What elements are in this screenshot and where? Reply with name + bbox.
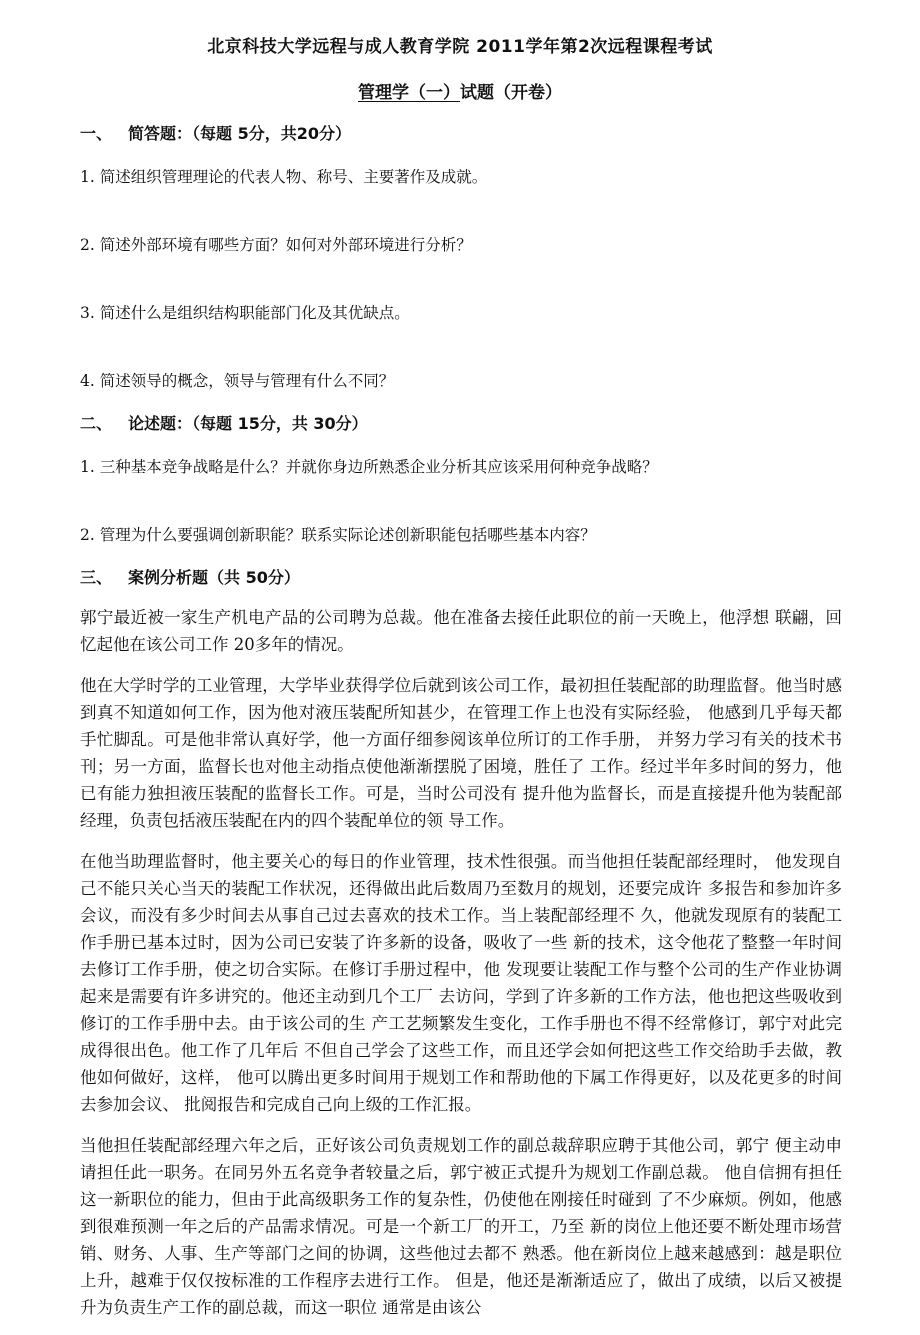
question-item: 4. 简述领导的概念，领导与管理有什么不同？ [80,372,395,390]
question-item: 1. 简述组织管理理论的代表人物、称号、主要著作及成就。 [80,168,488,186]
question-item: 1. 三种基本竞争战略是什么？并就你身边所熟悉企业分析其应该采用何种竞争战略？ [80,458,658,476]
question-item: 2. 简述外部环境有哪些方面？如何对外部环境进行分析？ [80,236,472,254]
exam-header: 北京科技大学远程与成人教育学院 2011学年第2次远程课程考试 [207,37,713,57]
section-heading [80,410,842,438]
section-short-answer [80,120,842,394]
section-title: 论述题：（每题 15分，共 30分） [128,414,368,433]
section-number: 二、 [80,414,113,433]
case-paragraph: 他在大学时学的工业管理，大学毕业获得学位后就到该公司工作，最初担任装配部的助理监督。他当时感到真不知道如何工作，因为他对液压装配所知甚少，在管理工作上也没有实际经验， 他感到几乎每天都手忙脚乱。可是他非常认真好学，他一方面仔细参阅该单位所订的工作手册， 并努力学习有关的技术书刊；另一方面，监督长也对他主动指点使他渐渐摆脱了困境，胜任了 工作。经过半年多时间的努力，他已有能力独担液压装配的监督长工作。可是，当时公司没有 提升他为监督长，而是直接提升他为装配部经理，负责包括液压装配在内的四个装配单位的领 导工作。 [80,676,842,830]
section-number: 三、 [80,568,113,587]
case-paragraph: 在他当助理监督时，他主要关心的每日的作业管理，技术性很强。而当他担任装配部经理时， 他发现自己不能只关心当天的装配工作状况，还得做出此后数周乃至数月的规划，还要完成许 多报告和参加许多会议，而没有多少时间去从事自己过去喜欢的技术工作。当上装配部经理不 久，他就发现原有的装配工作手册已基本过时，因为公司已安装了许多新的设备，吸收了一些 新的技术，这令他花了整整一年时间去修订工作手册，使之切合实际。在修订手册过程中，他 发现要让装配工作与整个公司的生产作业协调起来是需要有许多讲究的。他还主动到几个工厂 去访问，学到了许多新的工作方法，他也把这些吸收到修订的工作手册中去。由于该公司的生 产工艺频繁发生变化，工作手册也不得不经常修订，郭宁对此完成得很出色。他工作了几年后 不但自己学会了这些工作，而且还学会如何把这些工作交给助手去做，教他如何做好，这样， 他可以腾出更多时间用于规划工作和帮助他的下属工作得更好，以及花更多的时间去参加会议、 批阅报告和完成自己向上级的工作汇报。 [80,852,842,1114]
section-number: 一、 [80,124,113,143]
course-name: 管理学（一） [358,83,460,103]
exam-title [0,78,920,103]
case-paragraph: 当他担任装配部经理六年之后，正好该公司负责规划工作的副总裁辞职应聘于其他公司，郭宁 便主动申请担任此一职务。在同另外五名竞争者较量之后，郭宁被正式提升为规划工作副总裁。 他自信拥有担任这一新职位的能力，但由于此高级职务工作的复杂性，仍使他在刚接任时碰到 了不少麻烦。例如，他感到很难预测一年之后的产品需求情况。可是一个新工厂的开工，乃至 新的岗位上他还要不断处理市场营销、财务、人事、生产等部门之间的协调，这些他过去都不 熟悉。他在新岗位上越来越感到：越是职位上升，越难于仅仅按标准的工作程序去进行工作。 但是，他还是渐渐适应了，做出了成绩，以后又被提升为负责生产工作的副总裁，而这一职位 通常是由该公 [80,1136,842,1317]
section-essay [80,410,842,548]
question-item: 2. 管理为什么要强调创新职能？联系实际论述创新职能包括哪些基本内容？ [80,526,596,544]
exam-type: 试题（开卷） [460,83,562,103]
exam-content [80,118,842,1335]
question-item: 3. 简述什么是组织结构职能部门化及其优缺点。 [80,304,410,322]
section-title: 简答题：（每题 5分，共20分） [128,124,351,143]
case-paragraph: 郭宁最近被一家生产机电产品的公司聘为总裁。他在准备去接任此职位的前一天晚上，他浮想 联翩，回忆起他在该公司工作 20多年的情况。 [80,608,842,654]
section-heading [80,120,842,148]
section-case-study [80,564,842,1321]
section-title: 案例分析题（共 50分） [128,568,300,587]
section-heading [80,564,842,592]
